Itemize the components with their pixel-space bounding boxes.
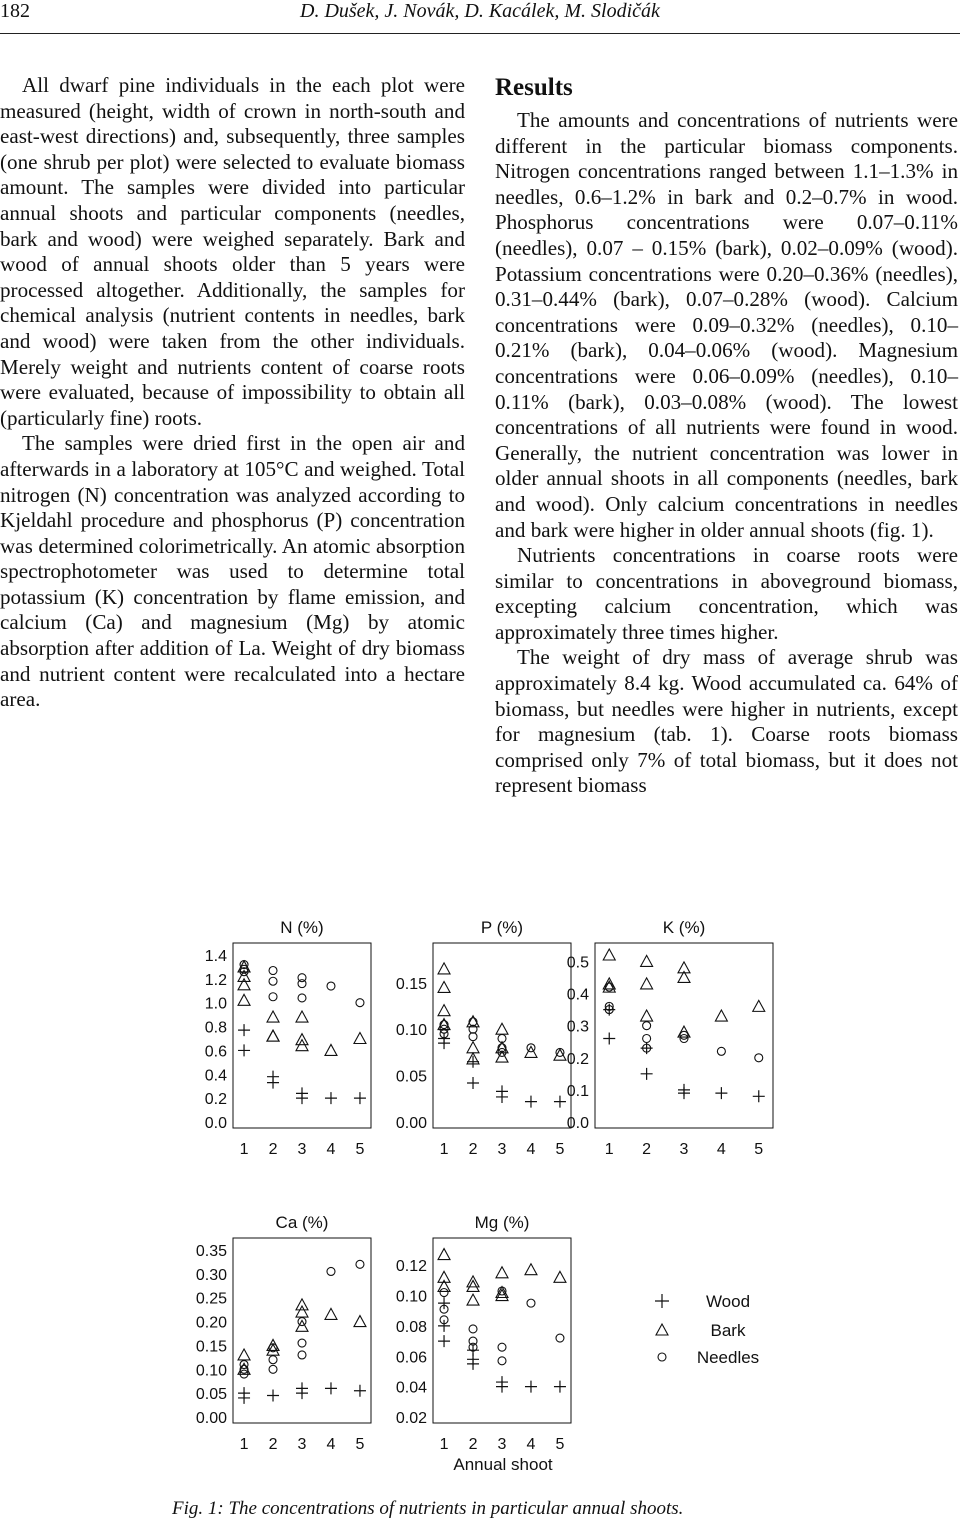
- y-tick-label: 0.30: [195, 1266, 227, 1284]
- y-tick-label: 0.05: [395, 1068, 427, 1086]
- y-tick-label: 0.06: [395, 1349, 427, 1367]
- bark-point: [296, 1299, 308, 1310]
- needles-point: [298, 980, 306, 988]
- needles-point: [298, 1351, 306, 1359]
- y-tick-label: 0.15: [195, 1338, 227, 1356]
- y-tick-label: 0.4: [204, 1067, 227, 1085]
- bark-point: [438, 1005, 450, 1016]
- bark-point: [438, 981, 450, 992]
- wood-point: [354, 1385, 366, 1397]
- y-tick-label: 0.05: [195, 1386, 227, 1404]
- y-tick-label: 0.2: [204, 1091, 227, 1109]
- needles-point: [556, 1334, 564, 1342]
- needles-point: [356, 999, 364, 1007]
- y-tick-label: 0.10: [395, 1288, 427, 1306]
- bark-point: [715, 1010, 727, 1021]
- x-tick-label: 3: [497, 1141, 507, 1158]
- bark-point: [753, 1000, 765, 1011]
- wood-point: [467, 1077, 479, 1089]
- wood-point: [438, 1297, 450, 1309]
- needles-point: [717, 1047, 725, 1055]
- wood-point: [641, 1068, 653, 1080]
- needles-point: [298, 1339, 306, 1347]
- x-tick-label: 5: [355, 1436, 365, 1453]
- legend-plus-icon: [655, 1294, 669, 1308]
- y-tick-label: 0.15: [395, 975, 427, 993]
- wood-point: [438, 1335, 450, 1347]
- x-tick-label: 1: [604, 1141, 614, 1158]
- panel-title: Mg (%): [474, 1213, 530, 1232]
- x-tick-label: 2: [468, 1141, 478, 1158]
- panel-p: [396, 918, 571, 1158]
- needles-point: [527, 1044, 535, 1052]
- wood-point: [438, 1320, 450, 1332]
- bark-point: [438, 1249, 450, 1260]
- x-tick-label: 1: [239, 1141, 249, 1158]
- figure-caption: Fig. 1: The concentrations of nutrients in particular annual shoots.: [172, 1498, 684, 1519]
- x-tick-label: 2: [642, 1141, 652, 1158]
- x-axis-title: Annual shoot: [453, 1455, 553, 1474]
- needles-point: [356, 1260, 364, 1268]
- needles-point: [755, 1054, 763, 1062]
- needles-point: [240, 1361, 248, 1369]
- needles-point: [298, 994, 306, 1002]
- y-tick-label: 0.12: [395, 1258, 427, 1276]
- x-tick-label: 3: [497, 1436, 507, 1453]
- y-tick-label: 0.1: [566, 1082, 589, 1100]
- x-tick-label: 2: [268, 1436, 278, 1453]
- x-tick-label: 1: [439, 1436, 449, 1453]
- bark-point: [467, 1042, 479, 1053]
- wood-point: [753, 1090, 765, 1102]
- bark-point: [467, 1294, 479, 1305]
- needles-point: [327, 1267, 335, 1275]
- wood-point: [325, 1382, 337, 1394]
- wood-point: [554, 1381, 566, 1393]
- panel-ca: [196, 1213, 371, 1453]
- bark-point: [554, 1271, 566, 1282]
- paragraph: All dwarf pine individuals in the each plot were measured (height, width of crown in north-south and east-west directions) and, subsequently, three samples (one shrub per plot) were selected to evaluate biomass amount. The samples were divided into particular annual shoots and particular components (needles, bark and wood) were weighed separately. Bark and wood of annual shoots older than 5 years were processed altogether. Additionally, the samples for chemical analysis (nutrient contents in needles, bark and wood) were taken from the other individuals. Merely weight and nutrients content of coarse roots were evaluated, because of impossibility to obtain all (particularly fine) roots.: [0, 73, 465, 430]
- y-tick-label: 0.00: [395, 1115, 427, 1132]
- header-rule: [0, 33, 960, 34]
- wood-point: [238, 1044, 250, 1056]
- x-tick-label: 5: [754, 1141, 764, 1158]
- legend-circle-icon: [658, 1353, 666, 1361]
- bark-point: [267, 1030, 279, 1041]
- needles-point: [469, 1033, 477, 1041]
- x-tick-label: 5: [355, 1141, 365, 1158]
- needles-point: [269, 967, 277, 975]
- needles-point: [643, 1035, 651, 1043]
- bark-point: [525, 1264, 537, 1275]
- bark-point: [641, 978, 653, 989]
- y-tick-label: 1.4: [204, 948, 227, 965]
- needles-point: [327, 982, 335, 990]
- bark-point: [496, 1023, 508, 1034]
- bark-point: [641, 955, 653, 966]
- wood-point: [267, 1077, 279, 1089]
- panel-title: Ca (%): [275, 1213, 329, 1232]
- x-tick-label: 4: [326, 1141, 336, 1158]
- paragraph: The samples were dried first in the open air and afterwards in a laboratory at 105°C and weighed. Total nitrogen (N) concentration was analyzed according to Kjeldahl procedure and phosphorus (P) concentration was determined colorimetrically. An atomic absorption spectrophotometer was used to determine total potassium (K) concentration by flame emission, and calcium (Ca) and magnesium (Mg) by atomic absorption after addition of La. Weight of dry biomass and nutrient content were recalculated into a hectare area.: [0, 431, 465, 712]
- legend: [655, 1292, 759, 1367]
- wood-point: [678, 1087, 690, 1099]
- bark-point: [325, 1044, 337, 1055]
- needles-point: [269, 1365, 277, 1373]
- x-tick-label: 3: [297, 1436, 307, 1453]
- x-tick-label: 4: [526, 1436, 536, 1453]
- x-tick-label: 4: [716, 1141, 726, 1158]
- panel-title: N (%): [280, 918, 324, 937]
- paragraph: The amounts and concentrations of nutrients were different in the particular biomass components. Nitrogen concentrations ranged between 1.1–1.3% in needles, 0.6–1.2% in bark and 0.2–0.7% in wood. Phosphorus concentrations were 0.07–0.11% (needles), 0.07 – 0.15% (bark), 0.02–0.09% (wood). Potassium concentrations were 0.20–0.36% (needles), 0.31–0.44% (bark), 0.07–0.28% (wood). Calcium concentrations were 0.09–0.32% (needles), 0.10–0.21% (bark), 0.04–0.06% (wood). Magnesium concentrations were 0.06–0.09% (needles), 0.10–0.11% (bark), 0.03–0.08% (wood). The lowest concentrations of all nutrients were found in wood. Generally, the nutrient concentration was lower in older annual shoots in all components (needles, bark and wood). Only calcium concentrations in needles and bark were higher in older annual shoots (fig. 1).: [495, 108, 958, 542]
- bark-point: [641, 1010, 653, 1021]
- y-tick-label: 0.0: [204, 1115, 227, 1132]
- x-tick-label: 2: [468, 1436, 478, 1453]
- wood-point: [554, 1096, 566, 1108]
- needles-point: [269, 977, 277, 985]
- bark-point: [354, 1033, 366, 1044]
- y-tick-label: 0.08: [395, 1318, 427, 1336]
- y-tick-label: 0.10: [395, 1022, 427, 1040]
- x-tick-label: 5: [555, 1436, 565, 1453]
- panel-title: K (%): [662, 918, 706, 937]
- y-tick-label: 0.25: [195, 1290, 227, 1308]
- wood-point: [715, 1087, 727, 1099]
- bark-point: [267, 1030, 279, 1041]
- bark-point: [438, 963, 450, 974]
- wood-point: [267, 1390, 279, 1402]
- x-tick-label: 5: [555, 1141, 565, 1158]
- page-number: 182: [0, 0, 30, 22]
- needles-point: [643, 1022, 651, 1030]
- running-head: D. Dušek, J. Novák, D. Kacálek, M. Slodičák: [300, 0, 660, 22]
- bark-point: [238, 979, 250, 990]
- wood-point: [603, 1033, 615, 1045]
- bark-point: [267, 1011, 279, 1022]
- y-tick-label: 0.02: [395, 1410, 427, 1427]
- bark-point: [467, 1280, 479, 1291]
- wood-point: [354, 1092, 366, 1104]
- legend-triangle-icon: [656, 1324, 668, 1335]
- x-tick-label: 4: [526, 1141, 536, 1158]
- y-tick-label: 0.3: [566, 1018, 589, 1036]
- section-heading-results: Results: [495, 74, 573, 101]
- needles-point: [440, 1289, 448, 1297]
- needles-point: [527, 1299, 535, 1307]
- bark-point: [296, 1011, 308, 1022]
- bark-point: [267, 1344, 279, 1355]
- needles-point: [498, 1357, 506, 1365]
- y-tick-label: 0.5: [566, 954, 589, 972]
- right-column: [495, 108, 958, 799]
- wood-point: [238, 1024, 250, 1036]
- y-tick-label: 0.0: [566, 1115, 589, 1132]
- wood-point: [496, 1091, 508, 1103]
- panel-n: [205, 918, 371, 1158]
- x-tick-label: 3: [297, 1141, 307, 1158]
- panel-k: [567, 918, 773, 1158]
- y-tick-label: 0.2: [566, 1050, 589, 1068]
- bark-point: [238, 994, 250, 1005]
- needles-point: [469, 1325, 477, 1333]
- panel-title: P (%): [480, 918, 524, 937]
- y-tick-label: 0.4: [566, 986, 589, 1004]
- left-column: [0, 73, 465, 713]
- x-tick-label: 3: [679, 1141, 689, 1158]
- bark-point: [496, 1267, 508, 1278]
- y-tick-label: 0.20: [195, 1314, 227, 1332]
- panel-mg: [396, 1213, 571, 1453]
- wood-point: [525, 1096, 537, 1108]
- bark-point: [354, 1316, 366, 1327]
- legend-label: Needles: [696, 1348, 760, 1367]
- x-tick-label: 1: [439, 1141, 449, 1158]
- bark-point: [325, 1308, 337, 1319]
- paragraph: The weight of dry mass of average shrub was approximately 8.4 kg. Wood accumulated ca. 64% of biomass, but needles were higher in nutrients, except for magnesium (tab. 1). Coarse roots biomass comprised only 7% of total biomass, but it does not represent biomass: [495, 645, 958, 798]
- legend-label: Wood: [705, 1292, 751, 1311]
- paragraph: Nutrients concentrations in coarse roots were similar to concentrations in aboveground biomass, excepting calcium concentration, which was approximately three times higher.: [495, 543, 958, 644]
- bark-point: [603, 949, 615, 960]
- nutrient-concentration-figure: [0, 900, 960, 1474]
- y-tick-label: 0.6: [204, 1043, 227, 1061]
- y-tick-label: 0.04: [395, 1379, 427, 1397]
- y-tick-label: 0.8: [204, 1019, 227, 1037]
- needles-point: [498, 1343, 506, 1351]
- needles-point: [269, 993, 277, 1001]
- x-tick-label: 4: [326, 1436, 336, 1453]
- y-tick-label: 1.2: [204, 971, 227, 989]
- y-tick-label: 1.0: [204, 995, 227, 1013]
- wood-point: [525, 1381, 537, 1393]
- x-tick-label: 2: [268, 1141, 278, 1158]
- wood-point: [325, 1092, 337, 1104]
- x-tick-label: 1: [239, 1436, 249, 1453]
- bark-point: [238, 1349, 250, 1360]
- y-tick-label: 0.10: [195, 1362, 227, 1380]
- y-tick-label: 0.00: [195, 1410, 227, 1427]
- y-tick-label: 0.35: [195, 1243, 227, 1260]
- needles-point: [269, 1356, 277, 1364]
- needles-point: [298, 1318, 306, 1326]
- legend-label: Bark: [710, 1321, 746, 1340]
